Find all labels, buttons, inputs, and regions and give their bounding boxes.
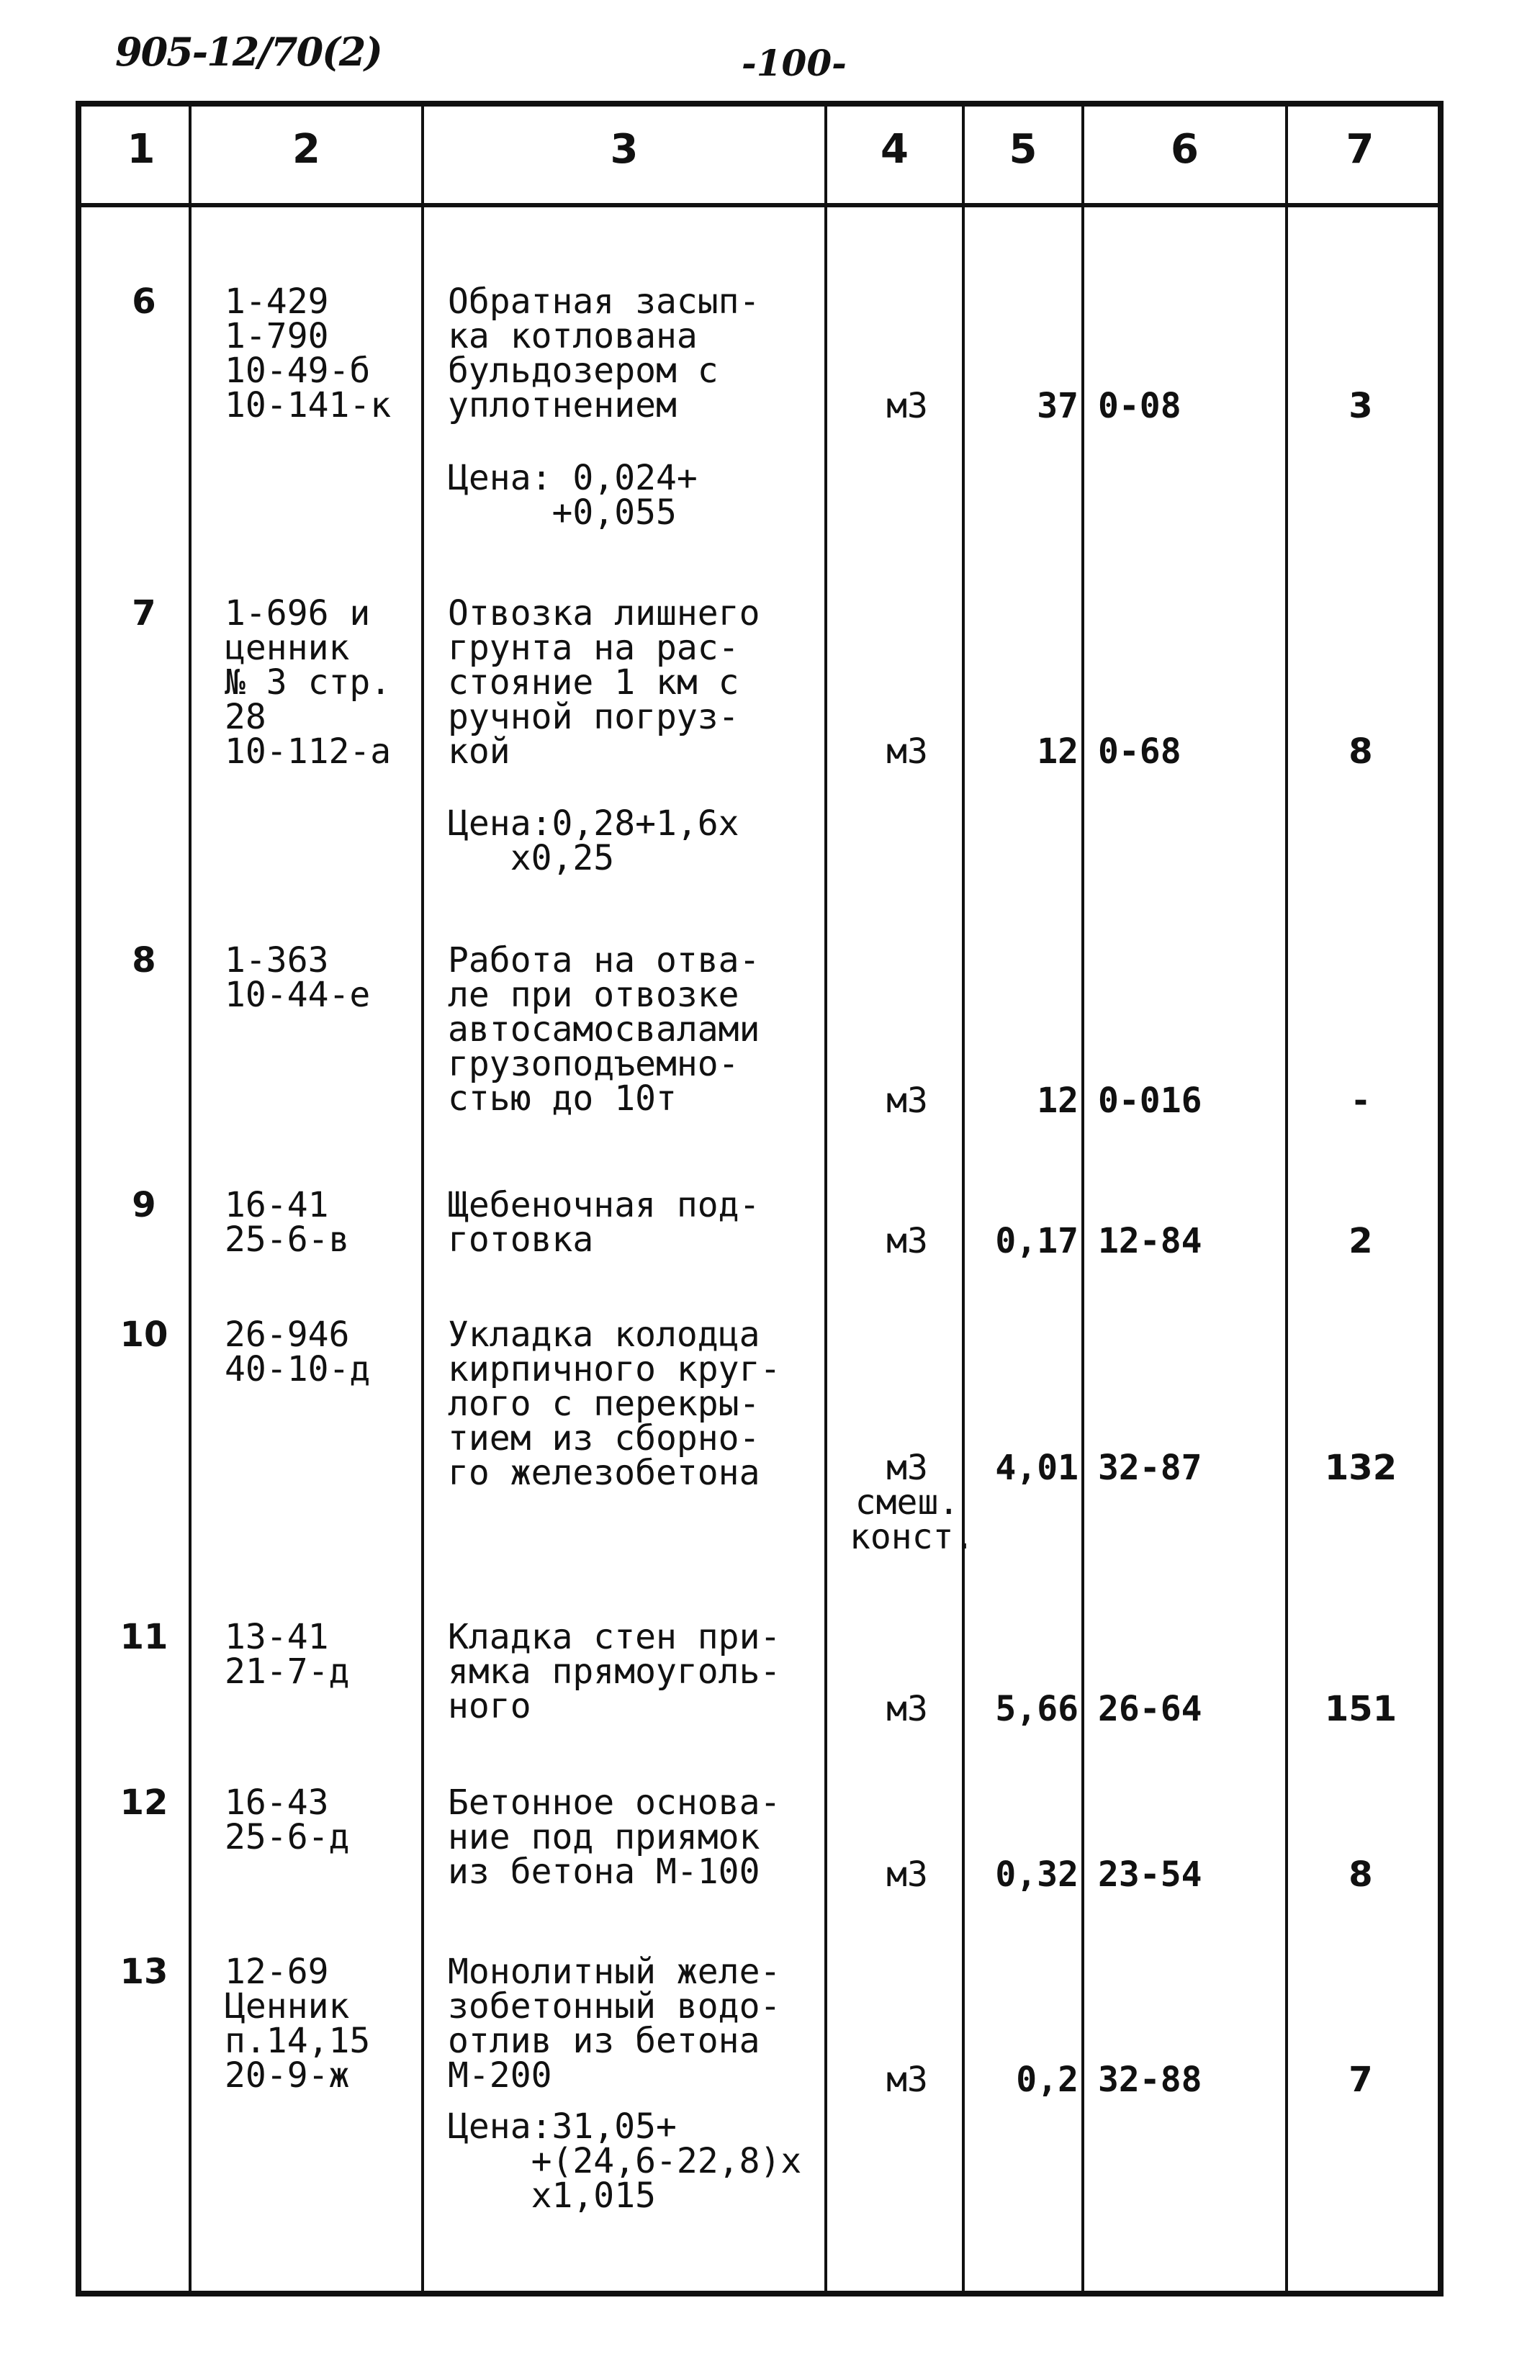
work-description: Щебеночная под- готовка xyxy=(448,1185,760,1260)
work-description: Монолитный желе- зобетонный водо- отлив из бетона М-200 xyxy=(448,1952,781,2096)
row-number: 7 xyxy=(132,593,156,634)
total: - xyxy=(1354,1081,1368,1121)
unit: м3 xyxy=(886,1081,928,1121)
norm-codes: 16-43 25-6-д xyxy=(225,1782,350,1857)
column-divider xyxy=(421,101,424,2296)
column-divider xyxy=(962,101,965,2296)
unit-rate: 32-88 xyxy=(1098,2060,1202,2100)
norm-codes: 26-946 40-10-д xyxy=(225,1315,371,1389)
unit: м3 xyxy=(886,1854,928,1895)
quantity: 12 xyxy=(1037,731,1079,772)
row-number: 13 xyxy=(120,1952,168,1992)
quantity: 5,66 xyxy=(995,1689,1079,1729)
row-number: 6 xyxy=(132,281,156,322)
column-divider xyxy=(824,101,827,2296)
header-divider xyxy=(76,203,1444,207)
unit-rate: 32-87 xyxy=(1098,1448,1202,1488)
column-header: 3 xyxy=(610,126,639,173)
work-description: Укладка колодца кирпичного круг- лого с перекры- тием из сборно- го железобетона xyxy=(448,1315,781,1493)
row-number: 12 xyxy=(120,1782,168,1823)
total: 3 xyxy=(1348,386,1373,426)
unit-rate: 0-016 xyxy=(1098,1081,1202,1121)
quantity: 0,2 xyxy=(1016,2060,1079,2100)
row-number: 11 xyxy=(120,1617,168,1657)
price-note: Цена:31,05+ +(24,6-22,8)х х1,015 xyxy=(448,2106,802,2216)
unit-rate: 0-68 xyxy=(1098,731,1181,772)
norm-codes: 16-41 25-6-в xyxy=(225,1185,350,1260)
column-divider xyxy=(1081,101,1084,2296)
price-note: Цена:0,28+1,6х х0,25 xyxy=(448,803,739,878)
row-number: 10 xyxy=(120,1315,168,1355)
work-description: Отвозка лишнего грунта на рас- стояние 1 км с ручной погруз- кой xyxy=(448,593,760,772)
unit-rate: 0-08 xyxy=(1098,386,1181,426)
column-header: 2 xyxy=(292,126,320,173)
quantity: 4,01 xyxy=(995,1448,1079,1488)
work-description: Работа на отва- ле при отвозке автосамосвалами грузоподъемно- стью до 10т xyxy=(448,940,760,1119)
column-header: 1 xyxy=(127,126,156,173)
total: 8 xyxy=(1348,1854,1373,1895)
quantity: 12 xyxy=(1037,1081,1079,1121)
column-header: 5 xyxy=(1009,126,1037,173)
unit-rate: 12-84 xyxy=(1098,1221,1202,1261)
total: 8 xyxy=(1348,731,1373,772)
unit: м3 xyxy=(886,1689,928,1729)
unit: м3 xyxy=(886,731,928,772)
row-number: 8 xyxy=(132,940,156,981)
work-description: Бетонное основа- ние под приямок из бетона М-100 xyxy=(448,1782,781,1892)
page-number: -100- xyxy=(742,42,847,84)
total: 132 xyxy=(1324,1448,1397,1488)
work-description: Кладка стен при- ямка прямоуголь- ного xyxy=(448,1617,781,1726)
price-note: Цена: 0,024+ +0,055 xyxy=(448,458,698,533)
quantity: 0,32 xyxy=(995,1854,1079,1895)
work-description: Обратная засып- ка котлована бульдозером с уплотнением xyxy=(448,281,760,425)
norm-codes: 1-429 1-790 10-49-б 10-141-к xyxy=(225,281,392,425)
norm-codes: 1-363 10-44-е xyxy=(225,940,371,1015)
column-header: 4 xyxy=(881,126,909,173)
unit: м3 xyxy=(886,2060,928,2100)
unit-rate: 23-54 xyxy=(1098,1854,1202,1895)
column-divider xyxy=(1285,101,1288,2296)
unit: м3 смеш. конст. xyxy=(850,1448,975,1557)
total: 7 xyxy=(1348,2060,1373,2100)
quantity: 0,17 xyxy=(995,1221,1079,1261)
quantity: 37 xyxy=(1037,386,1079,426)
column-header: 6 xyxy=(1171,126,1199,173)
norm-codes: 12-69 Ценник п.14,15 20-9-ж xyxy=(225,1952,371,2096)
sheet-code: 905-12/70(2) xyxy=(115,29,382,75)
norm-codes: 1-696 и ценник № 3 стр. 28 10-112-а xyxy=(225,593,392,772)
row-number: 9 xyxy=(132,1185,156,1225)
unit: м3 xyxy=(886,386,928,426)
total: 2 xyxy=(1348,1221,1373,1261)
column-header: 7 xyxy=(1346,126,1374,173)
unit: м3 xyxy=(886,1221,928,1261)
norm-codes: 13-41 21-7-д xyxy=(225,1617,350,1692)
unit-rate: 26-64 xyxy=(1098,1689,1202,1729)
total: 151 xyxy=(1324,1689,1397,1729)
